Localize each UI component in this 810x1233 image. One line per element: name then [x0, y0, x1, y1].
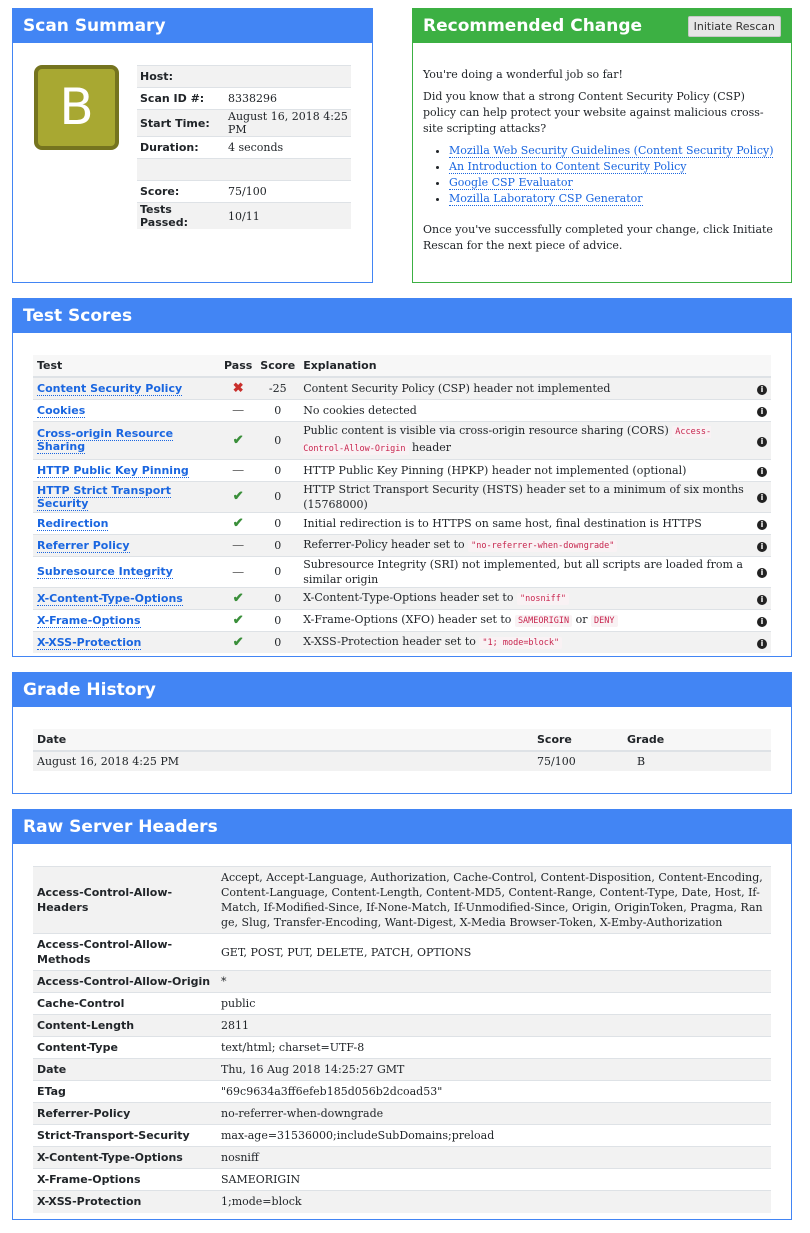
score-cell: 0 [256, 534, 299, 556]
summary-label: Score: [137, 181, 225, 203]
pass-cell [220, 609, 256, 631]
header-value: "69c9634a3ff6efeb185d056b2dcoad53" [217, 1081, 771, 1103]
table-row [33, 1059, 771, 1081]
grade-history-title: Grade History [13, 673, 791, 707]
header-name: Date [33, 1059, 217, 1081]
recommendation-links [449, 143, 781, 207]
col-score: Score [533, 729, 623, 751]
raw-headers-panel [12, 809, 792, 1220]
history-grade: B [623, 751, 771, 771]
table-row [33, 934, 771, 971]
checkmark-icon: ✔ [232, 489, 244, 504]
header-name: Access-Control-Allow-Origin [33, 971, 217, 993]
table-row [33, 459, 771, 481]
explanation-code: "1; mode=block" [479, 637, 562, 649]
header-value: Thu, 16 Aug 2018 14:25:27 GMT [217, 1059, 771, 1081]
explanation-text: Content Security Policy (CSP) header not implemented [303, 381, 611, 395]
checkmark-icon: ✔ [232, 612, 244, 628]
score-cell: 0 [256, 587, 299, 609]
explanation-text: or [575, 612, 588, 626]
initiate-rescan-button[interactable]: Initiate Rescan [688, 16, 781, 37]
pass-cell [220, 587, 256, 609]
explanation-text: No cookies detected [303, 403, 417, 417]
history-score: 75/100 [533, 751, 623, 771]
pass-cell [220, 512, 256, 534]
explanation-cell [299, 631, 753, 653]
recommendation-intro: You're doing a wonderful job so far! [423, 68, 623, 81]
col-pass: Pass [220, 355, 256, 377]
info-cell [753, 587, 771, 609]
test-name-cell [33, 631, 220, 653]
info-icon[interactable]: i [757, 639, 767, 649]
info-icon[interactable]: i [757, 520, 767, 530]
table-row [33, 1081, 771, 1103]
scan-summary-title: Scan Summary [13, 9, 372, 43]
header-value: public [217, 993, 771, 1015]
header-name: Content-Type [33, 1037, 217, 1059]
table-row [33, 1147, 771, 1169]
summary-label: Duration: [137, 137, 225, 159]
info-cell [753, 631, 771, 653]
info-icon[interactable]: i [757, 542, 767, 552]
dash-icon: — [232, 564, 245, 579]
explanation-cell [299, 609, 753, 631]
info-cell [753, 556, 771, 587]
table-row [33, 399, 771, 421]
explanation-text: X-Content-Type-Options header set to [303, 590, 514, 604]
explanation-text: X-XSS-Protection header set to [303, 634, 476, 648]
col-explanation: Explanation [299, 355, 753, 377]
summary-label: Scan ID #: [137, 88, 225, 110]
explanation-text: Initial redirection is to HTTPS on same host, final destination is HTTPS [303, 516, 702, 530]
summary-row [137, 110, 351, 137]
explanation-code: SAMEORIGIN [515, 615, 572, 627]
score-cell: 0 [256, 481, 299, 512]
table-row [33, 1015, 771, 1037]
table-header-row [33, 729, 771, 751]
header-value: * [217, 971, 771, 993]
info-cell [753, 481, 771, 512]
header-value: 1;mode=block [217, 1191, 771, 1213]
score-cell: 0 [256, 399, 299, 421]
info-icon[interactable]: i [757, 437, 767, 447]
header-name: Strict-Transport-Security [33, 1125, 217, 1147]
explanation-text: Subresource Integrity (SRI) not implemented, but all scripts are loaded from a similar origin [303, 557, 743, 586]
info-cell [753, 399, 771, 421]
test-link[interactable]: X-XSS-Protection [37, 635, 142, 649]
test-scores-table [33, 355, 771, 653]
header-value: no-referrer-when-downgrade [217, 1103, 771, 1125]
pass-cell [220, 421, 256, 459]
test-name-cell [33, 459, 220, 481]
pass-cell [220, 631, 256, 653]
explanation-text: HTTP Public Key Pinning (HPKP) header not implemented (optional) [303, 463, 687, 477]
info-cell [753, 421, 771, 459]
table-row [33, 481, 771, 512]
explanation-code: Access-Control-Allow-Origin [303, 427, 712, 454]
recommended-change-header [413, 9, 791, 43]
header-value: SAMEORIGIN [217, 1169, 771, 1191]
table-row [33, 1191, 771, 1213]
summary-label: Tests Passed: [137, 203, 225, 230]
explanation-code: "no-referrer-when-downgrade" [468, 540, 617, 552]
explanation-cell [299, 587, 753, 609]
table-row [33, 751, 771, 771]
info-cell [753, 609, 771, 631]
header-value: nosniff [217, 1147, 771, 1169]
header-name: Content-Length [33, 1015, 217, 1037]
header-name: X-XSS-Protection [33, 1191, 217, 1213]
score-cell: 0 [256, 631, 299, 653]
info-icon[interactable]: i [757, 568, 767, 578]
col-grade: Grade [623, 729, 771, 751]
info-cell [753, 534, 771, 556]
checkmark-icon: ✔ [232, 432, 244, 448]
summary-row [137, 203, 351, 230]
info-icon[interactable]: i [757, 595, 767, 605]
raw-headers-table [33, 866, 771, 1213]
history-date: August 16, 2018 4:25 PM [33, 751, 533, 771]
explanation-cell [299, 556, 753, 587]
test-link[interactable]: Subresource Integrity [37, 565, 173, 578]
recommendation-outro: Once you've successfully completed your change, click Initiate Rescan for the next piece of advice. [423, 223, 773, 252]
summary-row [137, 88, 351, 110]
explanation-code: DENY [591, 615, 617, 627]
recommended-change-panel [412, 8, 792, 283]
explanation-cell [299, 459, 753, 481]
header-name: Access-Control-Allow-Methods [33, 934, 217, 971]
score-cell: -25 [256, 377, 299, 399]
explanation-text: Public content is visible via cross-origin resource sharing (CORS) [303, 424, 669, 437]
checkmark-icon: ✔ [232, 634, 244, 650]
table-row [33, 971, 771, 993]
explanation-cell [299, 512, 753, 534]
table-row [33, 512, 771, 534]
pass-cell [220, 459, 256, 481]
header-value: 2811 [217, 1015, 771, 1037]
pass-cell [220, 534, 256, 556]
test-name-cell [33, 534, 220, 556]
explanation-cell [299, 481, 753, 512]
test-name-cell [33, 556, 220, 587]
explanation-text: header [412, 441, 452, 454]
grade-history-panel [12, 672, 792, 794]
table-row [33, 993, 771, 1015]
header-name: Referrer-Policy [33, 1103, 217, 1125]
summary-row [137, 137, 351, 159]
test-name-cell [33, 399, 220, 421]
raw-headers-title: Raw Server Headers [13, 810, 791, 844]
grade-history-table [33, 729, 771, 771]
test-name-cell [33, 481, 220, 512]
col-score: Score [256, 355, 299, 377]
summary-value: August 16, 2018 4:25 PM [225, 110, 351, 137]
recommendation-link[interactable]: Mozilla Laboratory CSP Generator [449, 192, 643, 205]
explanation-text: X-Frame-Options (XFO) header set to [303, 612, 512, 626]
table-row [33, 421, 771, 459]
explanation-cell [299, 534, 753, 556]
table-row [33, 609, 771, 631]
table-header-row [33, 355, 771, 377]
info-icon[interactable]: i [757, 493, 767, 503]
list-item [449, 191, 781, 207]
explanation-cell [299, 421, 753, 459]
header-name: ETag [33, 1081, 217, 1103]
summary-row [137, 181, 351, 203]
x-icon: ✖ [232, 380, 244, 396]
table-row [33, 534, 771, 556]
test-scores-title: Test Scores [13, 299, 791, 333]
score-cell: 0 [256, 609, 299, 631]
summary-label: Host: [137, 66, 225, 88]
header-name: X-Frame-Options [33, 1169, 217, 1191]
summary-value [225, 159, 351, 181]
info-icon[interactable]: i [757, 467, 767, 477]
summary-value: 10/11 [225, 203, 351, 230]
summary-value [225, 66, 351, 88]
col-date: Date [33, 729, 533, 751]
pass-cell [220, 556, 256, 587]
explanation-cell [299, 399, 753, 421]
table-row [33, 587, 771, 609]
explanation-text: Referrer-Policy header set to [303, 537, 465, 551]
checkmark-icon: ✔ [232, 515, 244, 531]
table-row [33, 1125, 771, 1147]
score-cell: 0 [256, 421, 299, 459]
test-scores-panel [12, 298, 792, 657]
info-cell [753, 512, 771, 534]
info-cell [753, 459, 771, 481]
explanation-cell [299, 377, 753, 399]
table-row [33, 867, 771, 934]
header-value: Accept, Accept-Language, Authorization, Cache-Control, Content-Disposition, Content-Encoding, Content-Language, Content-Length, Content-MD5, Content-Range, Content-Type, Date, Host, If-Match, If-Modified-Since, If-None-Match, If-Unmodified-Since, Origin, OriginToken, Pragma, Range, Slug, Transfer-Encoding, Want-Digest, X-Media Browser-Token, X-Emby-Authorization [217, 867, 771, 934]
col-test: Test [33, 355, 220, 377]
score-cell: 0 [256, 512, 299, 534]
test-name-cell [33, 377, 220, 399]
list-item [449, 143, 781, 159]
dash-icon: — [232, 538, 245, 552]
table-row [33, 556, 771, 587]
header-name: Cache-Control [33, 993, 217, 1015]
summary-row [137, 159, 351, 181]
recommendation-link[interactable]: Mozilla Web Security Guidelines (Content Security Policy) [449, 144, 774, 157]
pass-cell [220, 481, 256, 512]
recommendation-link[interactable]: Google CSP Evaluator [449, 176, 573, 189]
summary-label: Start Time: [137, 110, 225, 137]
test-name-cell [33, 609, 220, 631]
summary-value: 4 seconds [225, 137, 351, 159]
recommendation-link[interactable]: An Introduction to Content Security Policy [449, 160, 687, 173]
header-value: GET, POST, PUT, DELETE, PATCH, OPTIONS [217, 934, 771, 971]
test-link[interactable]: Redirection [37, 516, 109, 530]
table-row [33, 1037, 771, 1059]
test-link[interactable]: X-Frame-Options [37, 613, 141, 627]
test-link[interactable]: HTTP Public Key Pinning [37, 463, 189, 477]
scan-summary-panel [12, 8, 373, 283]
table-row [33, 1103, 771, 1125]
header-value: max-age=31536000;includeSubDomains;preload [217, 1125, 771, 1147]
summary-label [137, 159, 225, 181]
summary-value: 75/100 [225, 181, 351, 203]
test-link[interactable]: HTTP Strict Transport Security [37, 483, 171, 510]
header-name: Access-Control-Allow-Headers [33, 867, 217, 934]
test-name-cell [33, 421, 220, 459]
test-link[interactable]: Cross-origin Resource Sharing [37, 427, 174, 453]
explanation-text: HTTP Strict Transport Security (HSTS) header set to a minimum of six months (15768000) [303, 482, 744, 511]
recommendation-body [423, 67, 781, 207]
table-row [33, 377, 771, 399]
header-value: text/html; charset=UTF-8 [217, 1037, 771, 1059]
test-link[interactable]: X-Content-Type-Options [37, 591, 183, 605]
col-info [753, 355, 771, 377]
summary-table [137, 65, 351, 229]
test-name-cell [33, 587, 220, 609]
summary-value: 8338296 [225, 88, 351, 110]
score-cell: 0 [256, 459, 299, 481]
info-icon[interactable]: i [757, 617, 767, 627]
summary-row [137, 66, 351, 88]
recommended-change-title: Recommended Change [423, 16, 643, 36]
pass-cell [220, 399, 256, 421]
explanation-code: "nosniff" [517, 593, 569, 605]
test-name-cell [33, 512, 220, 534]
table-row [33, 1169, 771, 1191]
dash-icon: — [232, 463, 245, 477]
dash-icon: — [232, 403, 245, 417]
table-row [33, 631, 771, 653]
list-item [449, 159, 781, 175]
grade-badge: B [34, 65, 119, 150]
test-link[interactable]: Cookies [37, 403, 86, 417]
list-item [449, 175, 781, 191]
header-name: X-Content-Type-Options [33, 1147, 217, 1169]
score-cell: 0 [256, 556, 299, 587]
checkmark-icon: ✔ [232, 590, 244, 606]
info-icon[interactable]: i [757, 407, 767, 417]
recommendation-question: Did you know that a strong Content Security Policy (CSP) policy can help protect your website against malicious cross-site scripting attacks? [423, 90, 764, 135]
info-icon[interactable]: i [757, 385, 767, 395]
info-cell [753, 377, 771, 399]
test-link[interactable]: Referrer Policy [37, 538, 130, 552]
test-link[interactable]: Content Security Policy [37, 381, 183, 395]
pass-cell [220, 377, 256, 399]
